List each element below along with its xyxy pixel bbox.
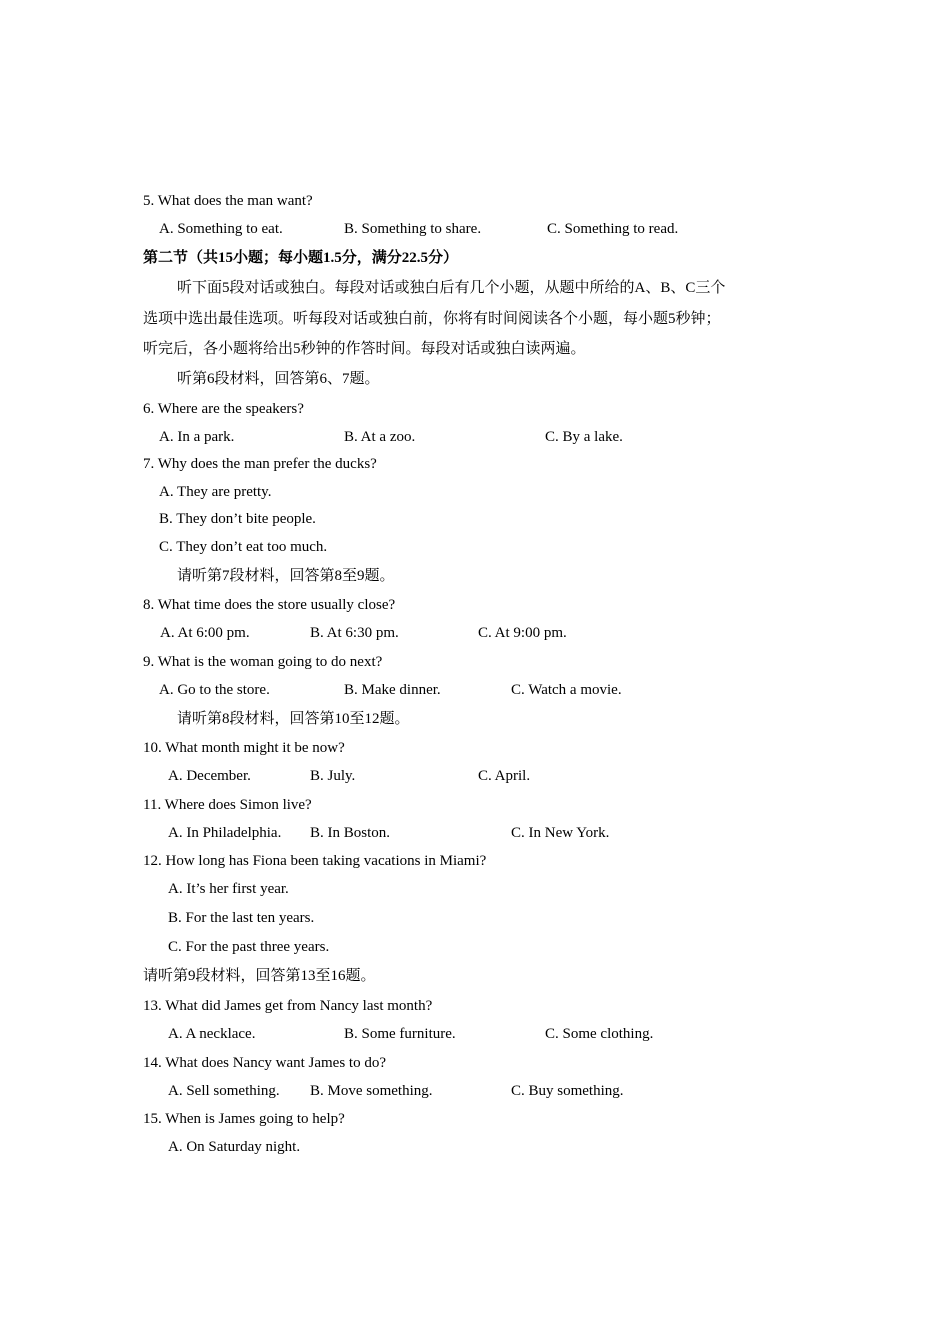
question-10-option-a: A. December. bbox=[168, 768, 251, 784]
question-10-stem: 10. What month might it be now? bbox=[143, 740, 345, 756]
question-14-option-b: B. Move something. bbox=[310, 1083, 433, 1099]
question-14-option-a: A. Sell something. bbox=[168, 1083, 280, 1099]
question-11-option-a: A. In Philadelphia. bbox=[168, 825, 282, 841]
question-6-stem: 6. Where are the speakers? bbox=[143, 401, 304, 417]
material-8-note: 请听第8段材料，回答第10至12题。 bbox=[177, 711, 410, 727]
section-2-instructions-line-3: 听完后，各小题将给出5秒钟的作答时间。每段对话或独白读两遍。 bbox=[143, 341, 586, 357]
question-7-option-c: C. They don’t eat too much. bbox=[159, 539, 328, 555]
question-9-option-a: A. Go to the store. bbox=[159, 682, 270, 698]
question-6-option-a: A. In a park. bbox=[159, 429, 235, 445]
question-8-option-c: C. At 9:00 pm. bbox=[478, 625, 567, 641]
question-14-option-c: C. Buy something. bbox=[511, 1083, 624, 1099]
question-12-option-a: A. It’s her first year. bbox=[168, 881, 289, 897]
question-10-option-b: B. July. bbox=[310, 768, 356, 784]
question-5-option-c: C. Something to read. bbox=[547, 221, 679, 237]
question-8-option-a: A. At 6:00 pm. bbox=[160, 625, 250, 641]
question-14-stem: 14. What does Nancy want James to do? bbox=[143, 1055, 386, 1071]
question-9-stem: 9. What is the woman going to do next? bbox=[143, 654, 383, 670]
material-6-note: 听第6段材料，回答第6、7题。 bbox=[177, 371, 380, 387]
question-5-stem: 5. What does the man want? bbox=[143, 193, 313, 209]
question-9-option-b: B. Make dinner. bbox=[344, 682, 441, 698]
section-2-instructions-line-2: 选项中选出最佳选项。听每段对话或独白前，你将有时间阅读各个小题，每小题5秒钟； bbox=[143, 311, 721, 327]
question-13-option-a: A. A necklace. bbox=[168, 1026, 256, 1042]
question-15-stem: 15. When is James going to help? bbox=[143, 1111, 345, 1127]
question-6-option-b: B. At a zoo. bbox=[344, 429, 416, 445]
question-13-option-b: B. Some furniture. bbox=[344, 1026, 456, 1042]
section-2-instructions-line-1: 听下面5段对话或独白。每段对话或独白后有几个小题，从题中所给的A、B、C三个 bbox=[177, 280, 726, 296]
section-2-heading: 第二节（共15小题；每小题1.5分，满分22.5分） bbox=[143, 250, 459, 266]
question-8-stem: 8. What time does the store usually close? bbox=[143, 597, 396, 613]
question-7-option-b: B. They don’t bite people. bbox=[159, 511, 316, 527]
material-9-note: 请听第9段材料，回答第13至16题。 bbox=[143, 968, 376, 984]
question-12-option-b: B. For the last ten years. bbox=[168, 910, 315, 926]
question-7-option-a: A. They are pretty. bbox=[159, 484, 272, 500]
question-15-option-a: A. On Saturday night. bbox=[168, 1139, 301, 1155]
question-5-option-a: A. Something to eat. bbox=[159, 221, 283, 237]
question-13-stem: 13. What did James get from Nancy last month? bbox=[143, 998, 433, 1014]
material-7-note: 请听第7段材料，回答第8至9题。 bbox=[177, 568, 395, 584]
question-12-option-c: C. For the past three years. bbox=[168, 939, 330, 955]
question-9-option-c: C. Watch a movie. bbox=[511, 682, 622, 698]
question-6-option-c: C. By a lake. bbox=[545, 429, 623, 445]
question-11-option-c: C. In New York. bbox=[511, 825, 610, 841]
question-5-option-b: B. Something to share. bbox=[344, 221, 482, 237]
question-11-stem: 11. Where does Simon live? bbox=[143, 797, 312, 813]
question-11-option-b: B. In Boston. bbox=[310, 825, 391, 841]
question-8-option-b: B. At 6:30 pm. bbox=[310, 625, 399, 641]
question-13-option-c: C. Some clothing. bbox=[545, 1026, 654, 1042]
question-12-stem: 12. How long has Fiona been taking vacations in Miami? bbox=[143, 853, 487, 869]
question-10-option-c: C. April. bbox=[478, 768, 531, 784]
question-7-stem: 7. Why does the man prefer the ducks? bbox=[143, 456, 377, 472]
